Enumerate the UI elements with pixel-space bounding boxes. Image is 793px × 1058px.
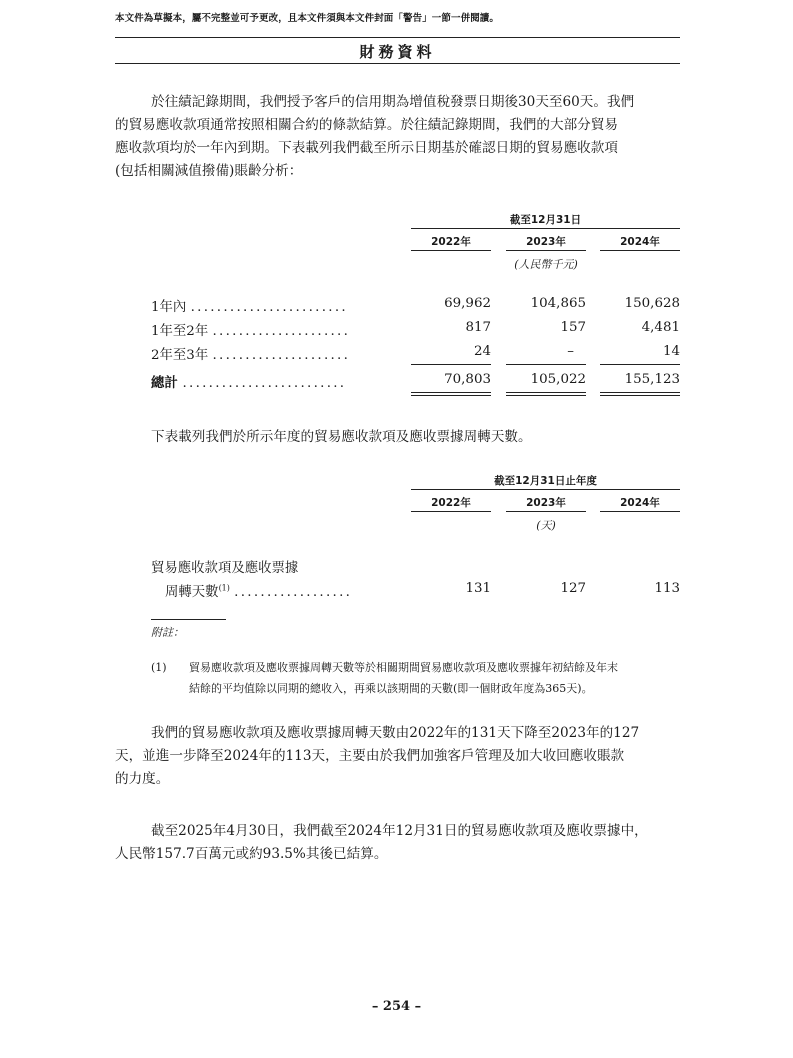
aging-cell: 14 <box>662 344 680 359</box>
intro-paragraph <box>115 91 681 183</box>
turnover-col-2022: 2022年 <box>431 497 471 509</box>
aging-cell: 4,481 <box>641 320 680 335</box>
aging-col-rule-2023 <box>506 250 586 251</box>
turnover-row-label-1: 貿易應收款項及應收票據 <box>151 561 299 576</box>
aging-cell: 150,628 <box>624 296 680 311</box>
aging-cell: 157 <box>560 320 586 335</box>
draft-disclaimer: 本文件為草擬本，屬不完整並可予更改，且本文件須與本文件封面「警告」一節一併閱讀。 <box>115 13 500 24</box>
aging-col-2023: 2023年 <box>526 236 566 248</box>
notes-heading: 附註： <box>151 626 184 639</box>
intro-line-2: 的貿易應收款項通常按照相關合約的條款結算。於往績記錄期間，我們的大部分貿易 <box>115 117 618 133</box>
title-rule-bottom <box>115 63 680 64</box>
aging-row-label: 1年內 ........................ <box>151 300 348 315</box>
settlement-paragraph: 截至2025年4月30日，我們截至2024年12月31日的貿易應收款項及應收票據中， 人民幣157.7百萬元或約93.5%其後已結算。 <box>115 823 648 862</box>
turnover-cell: 113 <box>654 581 680 596</box>
aging-col-rule-2024 <box>600 250 680 251</box>
turnover-group-header: 截至12月31日止年度 <box>494 475 597 487</box>
note-text: 貿易應收款項及應收票據周轉天數等於相關期間貿易應收款項及應收票據年初結餘及年末 結餘的平均值除以同期的總收入，再乘以該期間的天數(即一個財政年度為365天)。 <box>189 661 618 695</box>
aging-total-double-rule <box>600 392 680 396</box>
aging-cell: 24 <box>473 344 491 359</box>
turnover-row-label-2: 周轉天數$^{(1)}$ .................. <box>165 583 353 600</box>
aging-group-rule <box>411 228 680 229</box>
aging-cell: 817 <box>465 320 491 335</box>
notes-rule <box>151 619 226 620</box>
aging-row-label: 1年至2年 ..................... <box>151 324 351 339</box>
aging-total-label: 總計 ......................... <box>151 375 347 391</box>
turnover-cell: 131 <box>465 581 491 596</box>
aging-cell: 104,865 <box>530 296 586 311</box>
aging-subtotal-rule <box>411 364 491 365</box>
aging-total-cell: 105,022 <box>530 372 586 387</box>
aging-total-cell: 70,803 <box>444 372 491 387</box>
turnover-col-rule <box>411 511 491 512</box>
note-marker: (1) <box>151 661 167 674</box>
intro-line-4: (包括相關減值撥備)賬齡分析： <box>115 163 303 179</box>
intro-line-3: 應收款項均於一年內到期。下表載列我們截至所示日期基於確認日期的貿易應收款項 <box>115 140 618 156</box>
aging-total-cell: 155,123 <box>624 372 680 387</box>
aging-col-2024: 2024年 <box>620 236 660 248</box>
page-number: – 254 – <box>371 999 422 1014</box>
turnover-group-rule <box>411 489 680 490</box>
aging-total-double-rule <box>411 392 491 396</box>
aging-subtotal-rule <box>506 364 586 365</box>
turnover-col-2024: 2024年 <box>620 497 660 509</box>
aging-row-label: 2年至3年 ..................... <box>151 348 351 363</box>
turnover-paragraph: 我們的貿易應收款項及應收票據周轉天數由2022年的131天下降至2023年的127 天，並進一步降至2024年的113天，主要由於我們加強客戶管理及加大收回應收賬款 的力度。 <box>115 725 640 787</box>
turnover-col-2023: 2023年 <box>526 497 566 509</box>
turnover-intro: 下表載列我們於所示年度的貿易應收款項及應收票據周轉天數。 <box>151 429 532 445</box>
intro-line-1: 於往績記錄期間，我們授予客戶的信用期為增值稅發票日期後30天至60天。我們 <box>151 94 635 110</box>
aging-col-2022: 2022年 <box>431 236 471 248</box>
aging-cell: – <box>567 344 574 359</box>
turnover-col-rule <box>600 511 680 512</box>
turnover-unit: (天) <box>536 519 556 532</box>
title-rule-top <box>115 37 680 38</box>
aging-unit: (人民幣千元) <box>514 258 578 271</box>
aging-group-header: 截至12月31日 <box>509 214 582 226</box>
turnover-cell: 127 <box>560 581 586 596</box>
aging-subtotal-rule <box>600 364 680 365</box>
aging-col-rule-2022 <box>411 250 491 251</box>
section-title: 財務資料 <box>359 43 436 61</box>
turnover-col-rule <box>506 511 586 512</box>
aging-total-double-rule <box>506 392 586 396</box>
aging-cell: 69,962 <box>444 296 491 311</box>
